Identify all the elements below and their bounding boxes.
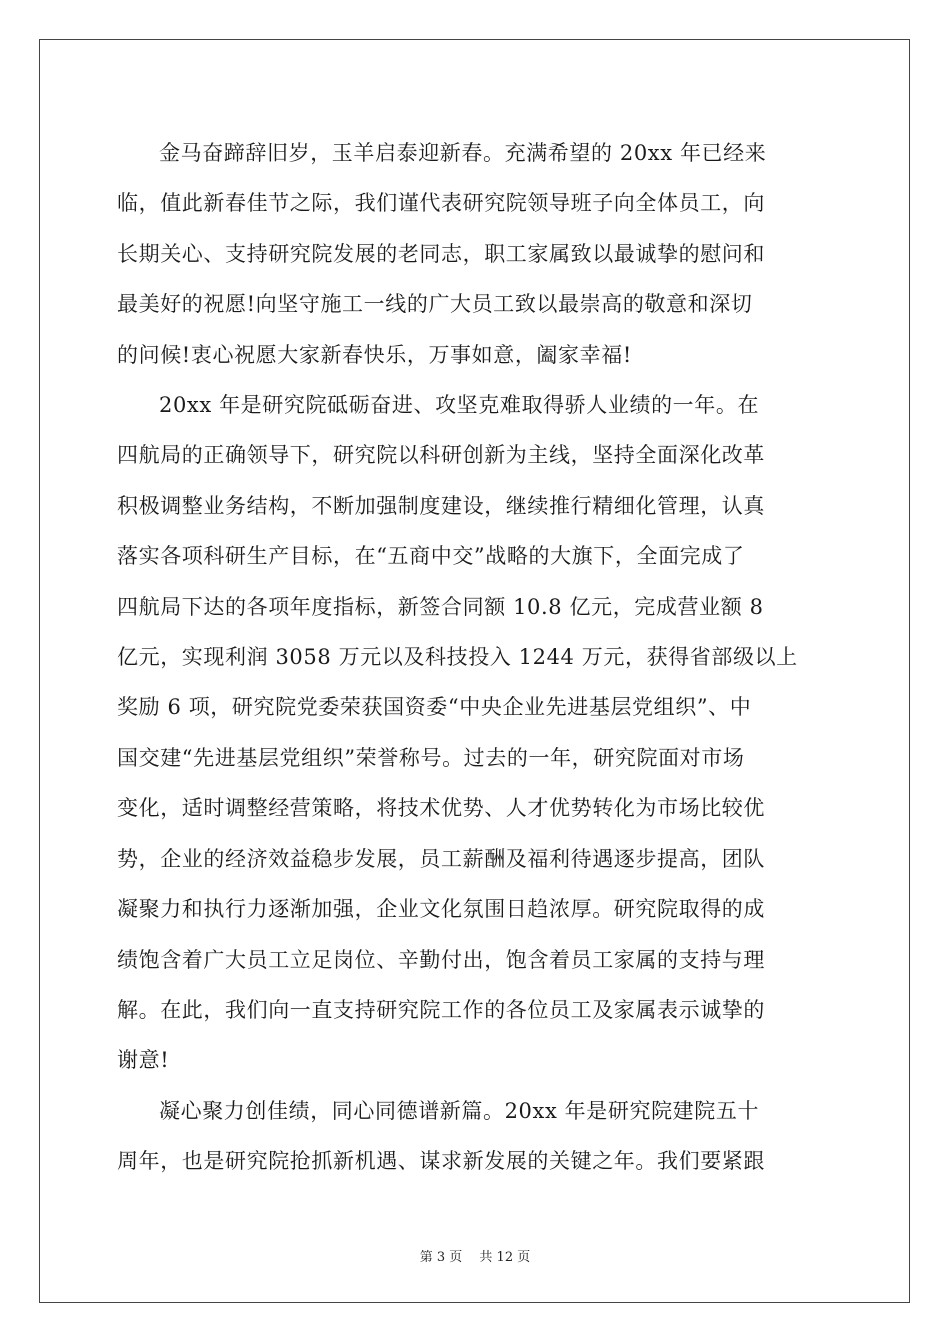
page-number-footer: 第 3 页 共 12 页 <box>419 1250 531 1265</box>
document-body <box>117 128 833 1187</box>
paragraph-fiftieth-anniversary: 凝心聚力创佳绩，同心同德谱新篇。20xx 年是研究院建院五十 周年，也是研究院抢抓新机遇、谋求新发展的关键之年。我们要紧跟 <box>117 1098 765 1174</box>
paragraph-new-year-greeting: 金马奋蹄辞旧岁，玉羊启泰迎新春。充满希望的 20xx 年已经来 临，值此新春佳节之际，我们谨代表研究院领导班子向全体员工，向 长期关心、支持研究院发展的老同志，职工家属致以最诚挚的慰问和 最美好的祝愿!向坚守施工一线的广大员工致以最崇高的敬意和深切 的问候!衷心祝愿大家新春快乐，万事如意，阖家幸福! <box>117 141 767 367</box>
paragraph-annual-achievements: 20xx 年是研究院砥砺奋进、攻坚克难取得骄人业绩的一年。在 四航局的正确领导下，研究院以科研创新为主线，坚持全面深化改革 积极调整业务结构，不断加强制度建设，继续推行精细化管理，认真 落实各项科研生产目标，在“五商中交”战略的大旗下，全面完成了 四航局下达的各项年度指标，新签合同额 10.8 亿元，完成营业额 8 亿元，实现利润 3058 万元以及科技投入 1244 万元，获得省部级以上 奖励 6 项，研究院党委荣获国资委“中央企业先进基层党组织”、中 国交建“先进基层党组织”荣誉称号。过去的一年，研究院面对市场 变化，适时调整经营策略，将技术优势、人才优势转化为市场比较优 势，企业的经济效益稳步发展，员工薪酬及福利待遇逐步提高，团队 凝聚力和执行力逐渐加强，企业文化氛围日趋浓厚。研究院取得的成 绩饱含着广大员工立足岗位、辛勤付出，饱含着员工家属的支持与理 解。在此，我们向一直支持研究院工作的各位员工及家属表示诚挚的 谢意! <box>117 393 798 1073</box>
